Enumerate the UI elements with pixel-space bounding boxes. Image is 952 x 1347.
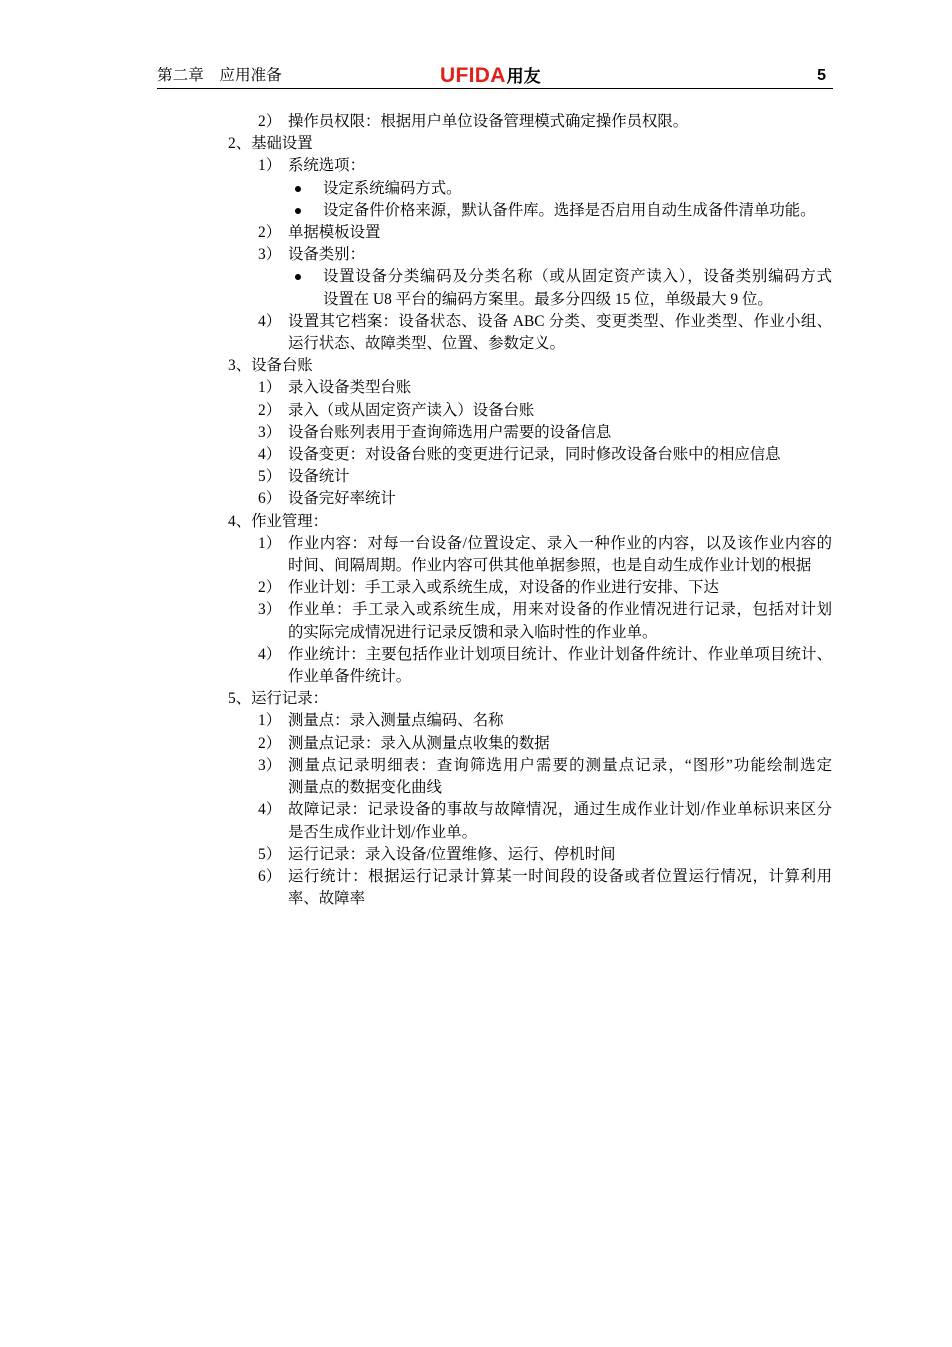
item-text: 作业单：手工录入或系统生成，用来对设备的作业情况进行记录，包括对计划 bbox=[288, 601, 832, 619]
item-number: 2） bbox=[258, 224, 282, 242]
bullet-text: 设定系统编码方式。 bbox=[323, 179, 462, 197]
bullet-item bbox=[228, 178, 832, 200]
list-item bbox=[228, 155, 832, 177]
item-number: 1） bbox=[258, 712, 282, 730]
list-item bbox=[228, 466, 832, 488]
item-text: 设置其它档案：设备状态、设备 ABC 分类、变更类型、作业类型、作业小组、 bbox=[288, 312, 832, 330]
item-continuation: 时间、间隔周期。作业内容可供其他单据参照，也是自动生成作业计划的根据 bbox=[288, 557, 812, 575]
section-title: 3、设备台账 bbox=[228, 357, 313, 375]
item-number: 4） bbox=[258, 312, 282, 330]
bullet-text: 设定备件价格来源，默认备件库。选择是否启用自动生成备件清单功能。 bbox=[323, 201, 816, 219]
item-number: 2） bbox=[258, 734, 282, 752]
bullet-icon bbox=[295, 208, 301, 214]
ufida-logo bbox=[440, 64, 541, 90]
item-continuation: 的实际完成情况进行记录反馈和录入临时性的作业单。 bbox=[288, 623, 658, 641]
logo-yonyou-text: 用友 bbox=[506, 67, 541, 86]
item-text: 系统选项： bbox=[288, 157, 365, 175]
item-number: 6） bbox=[258, 490, 282, 508]
page-number: 5 bbox=[817, 67, 826, 84]
item-text: 单据模板设置 bbox=[288, 224, 381, 242]
item-text: 测量点记录明细表：查询筛选用户需要的测量点记录，“图形”功能绘制选定 bbox=[288, 756, 832, 774]
list-item bbox=[228, 422, 832, 444]
item-number: 3） bbox=[258, 246, 282, 264]
item-text: 运行统计：根据运行记录计算某一时间段的设备或者位置运行情况，计算利用 bbox=[288, 867, 832, 885]
item-text: 设备完好率统计 bbox=[288, 490, 396, 508]
list-item bbox=[228, 488, 832, 510]
item-number: 1） bbox=[258, 534, 282, 552]
item-text: 设备统计 bbox=[288, 468, 350, 486]
bullet-text: 设置设备分类编码及分类名称（或从固定资产读入），设备类别编码方式 bbox=[323, 268, 832, 286]
item-text: 设备台账列表用于查询筛选用户需要的设备信息 bbox=[288, 423, 612, 441]
list-item bbox=[228, 644, 832, 666]
list-item bbox=[228, 577, 832, 599]
item-number: 6） bbox=[258, 867, 282, 885]
bullet-item bbox=[228, 266, 832, 288]
item-text: 作业统计：主要包括作业计划项目统计、作业计划备件统计、作业单项目统计、 bbox=[288, 645, 832, 663]
item-number: 4） bbox=[258, 446, 282, 464]
item-number: 4） bbox=[258, 645, 282, 663]
item-continuation: 作业单备件统计。 bbox=[288, 668, 412, 686]
list-item bbox=[228, 244, 832, 266]
item-text: 测量点记录：录入从测量点收集的数据 bbox=[288, 734, 550, 752]
item-continuation: 是否生成作业计划/作业单。 bbox=[288, 823, 477, 841]
item-number: 2） bbox=[258, 579, 282, 597]
list-item bbox=[228, 755, 832, 777]
list-item bbox=[228, 799, 832, 821]
chapter-title: 第二章 应用准备 bbox=[157, 67, 282, 84]
list-item bbox=[228, 599, 832, 621]
item-number: 1） bbox=[258, 157, 282, 175]
item-text: 录入设备类型台账 bbox=[288, 379, 412, 397]
item-text: 作业内容：对每一台设备/位置设定、录入一种作业的内容，以及该作业内容的 bbox=[288, 534, 832, 552]
list-item bbox=[228, 222, 832, 244]
item-number: 5） bbox=[258, 468, 282, 486]
item-text: 操作员权限：根据用户单位设备管理模式确定操作员权限。 bbox=[288, 113, 689, 130]
item-text: 测量点：录入测量点编码、名称 bbox=[288, 712, 504, 730]
list-item bbox=[228, 444, 832, 466]
list-item bbox=[228, 111, 832, 133]
bullet-item bbox=[228, 200, 832, 222]
item-continuation: 测量点的数据变化曲线 bbox=[288, 779, 442, 797]
item-text: 运行记录：录入设备/位置维修、运行、停机时间 bbox=[288, 845, 616, 863]
logo-ufida-text: UFIDA bbox=[440, 64, 506, 87]
item-text: 录入（或从固定资产读入）设备台账 bbox=[288, 401, 535, 419]
list-item bbox=[228, 311, 832, 333]
bullet-icon bbox=[295, 186, 301, 192]
item-continuation: 率、故障率 bbox=[288, 890, 365, 908]
bullet-continuation: 设置在 U8 平台的编码方案里。最多分四级 15 位，单级最大 9 位。 bbox=[323, 290, 773, 308]
item-number: 1） bbox=[258, 379, 282, 397]
list-item bbox=[228, 733, 832, 755]
item-number: 3） bbox=[258, 756, 282, 774]
list-item bbox=[228, 844, 832, 866]
item-text: 作业计划：手工录入或系统生成，对设备的作业进行安排、下达 bbox=[288, 579, 719, 597]
list-item bbox=[228, 400, 832, 422]
bullet-icon bbox=[295, 274, 301, 280]
section-title: 4、作业管理： bbox=[228, 512, 329, 530]
item-text: 设备类别： bbox=[288, 246, 365, 264]
item-number: 3） bbox=[258, 601, 282, 619]
item-text: 设备变更：对设备台账的变更进行记录，同时修改设备台账中的相应信息 bbox=[288, 446, 781, 464]
item-number: 3） bbox=[258, 423, 282, 441]
section-title: 2、基础设置 bbox=[228, 135, 313, 153]
list-item bbox=[228, 377, 832, 399]
list-item bbox=[228, 710, 832, 732]
item-number: 4） bbox=[258, 801, 282, 819]
page-header bbox=[157, 64, 833, 89]
document-body bbox=[228, 111, 832, 910]
list-item bbox=[228, 533, 832, 555]
item-text: 故障记录：记录设备的事故与故障情况，通过生成作业计划/作业单标识来区分 bbox=[288, 801, 832, 819]
item-number: 2） bbox=[258, 401, 282, 419]
item-number: 5） bbox=[258, 845, 282, 863]
item-continuation: 运行状态、故障类型、位置、参数定义。 bbox=[288, 335, 566, 353]
section-title: 5、运行记录： bbox=[228, 690, 329, 708]
list-item bbox=[228, 866, 832, 888]
item-number: 2） bbox=[258, 113, 282, 130]
